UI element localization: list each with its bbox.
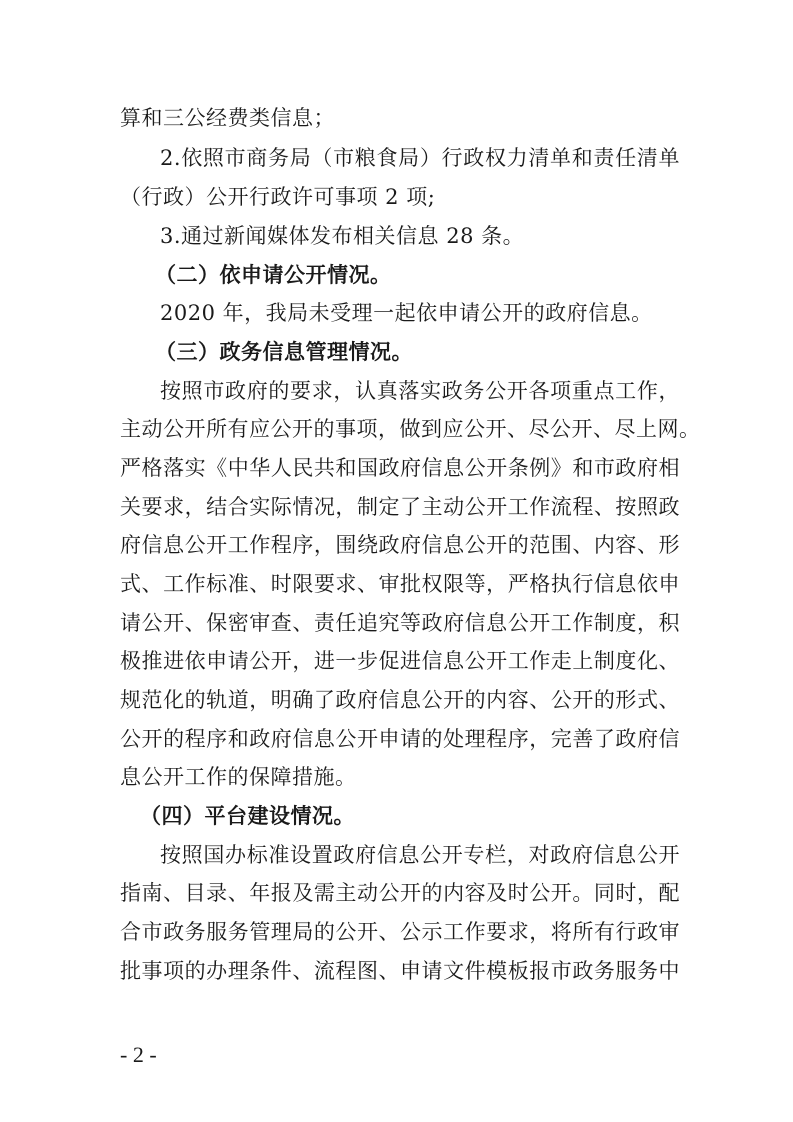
text-line: 式、工作标准、时限要求、审批权限等，严格执行信息依申 xyxy=(120,572,680,596)
section-heading: （四）平台建设情况。 xyxy=(140,804,355,828)
text-line: 算和三公经费类信息； xyxy=(120,106,335,130)
text-line: 规范化的轨道，明确了政府信息公开的内容、公开的形式、 xyxy=(120,688,680,712)
section-heading: （三）政务信息管理情况。 xyxy=(155,340,413,364)
text-line: 3.通过新闻媒体发布相关信息 28 条。 xyxy=(160,224,525,248)
text-line: 按照市政府的要求，认真落实政务公开各项重点工作， xyxy=(160,379,680,403)
text-line: 严格落实《中华人民共和国政府信息公开条例》和市政府相 xyxy=(120,456,680,480)
text-line: 2020 年，我局未受理一起依申请公开的政府信息。 xyxy=(160,301,653,325)
text-line: 主动公开所有应公开的事项，做到应公开、尽公开、尽上网。 xyxy=(120,417,701,441)
page-number: - 2 - xyxy=(120,1042,157,1067)
section-heading: （二）依申请公开情况。 xyxy=(155,263,392,287)
text-line: 合市政务服务管理局的公开、公示工作要求，将所有行政审 xyxy=(120,920,680,944)
text-line: （行政）公开行政许可事项 2 项; xyxy=(120,185,436,209)
text-line: 批事项的办理条件、流程图、申请文件模板报市政务服务中 xyxy=(120,959,680,983)
text-line: 关要求，结合实际情况，制定了主动公开工作流程、按照政 xyxy=(120,495,680,519)
text-line: 极推进依申请公开，进一步促进信息公开工作走上制度化、 xyxy=(120,649,680,673)
text-line: 按照国办标准设置政府信息公开专栏，对政府信息公开 xyxy=(160,843,680,867)
text-line: 息公开工作的保障措施。 xyxy=(120,765,357,789)
text-line: 请公开、保密审查、责任追究等政府信息公开工作制度，积 xyxy=(120,611,680,635)
text-line: 公开的程序和政府信息公开申请的处理程序，完善了政府信 xyxy=(120,727,680,751)
text-line: 2.依照市商务局（市粮食局）行政权力清单和责任清单 xyxy=(160,146,680,170)
text-line: 府信息公开工作程序，围绕政府信息公开的范围、内容、形 xyxy=(120,533,680,557)
text-line: 指南、目录、年报及需主动公开的内容及时公开。同时，配 xyxy=(120,881,680,905)
